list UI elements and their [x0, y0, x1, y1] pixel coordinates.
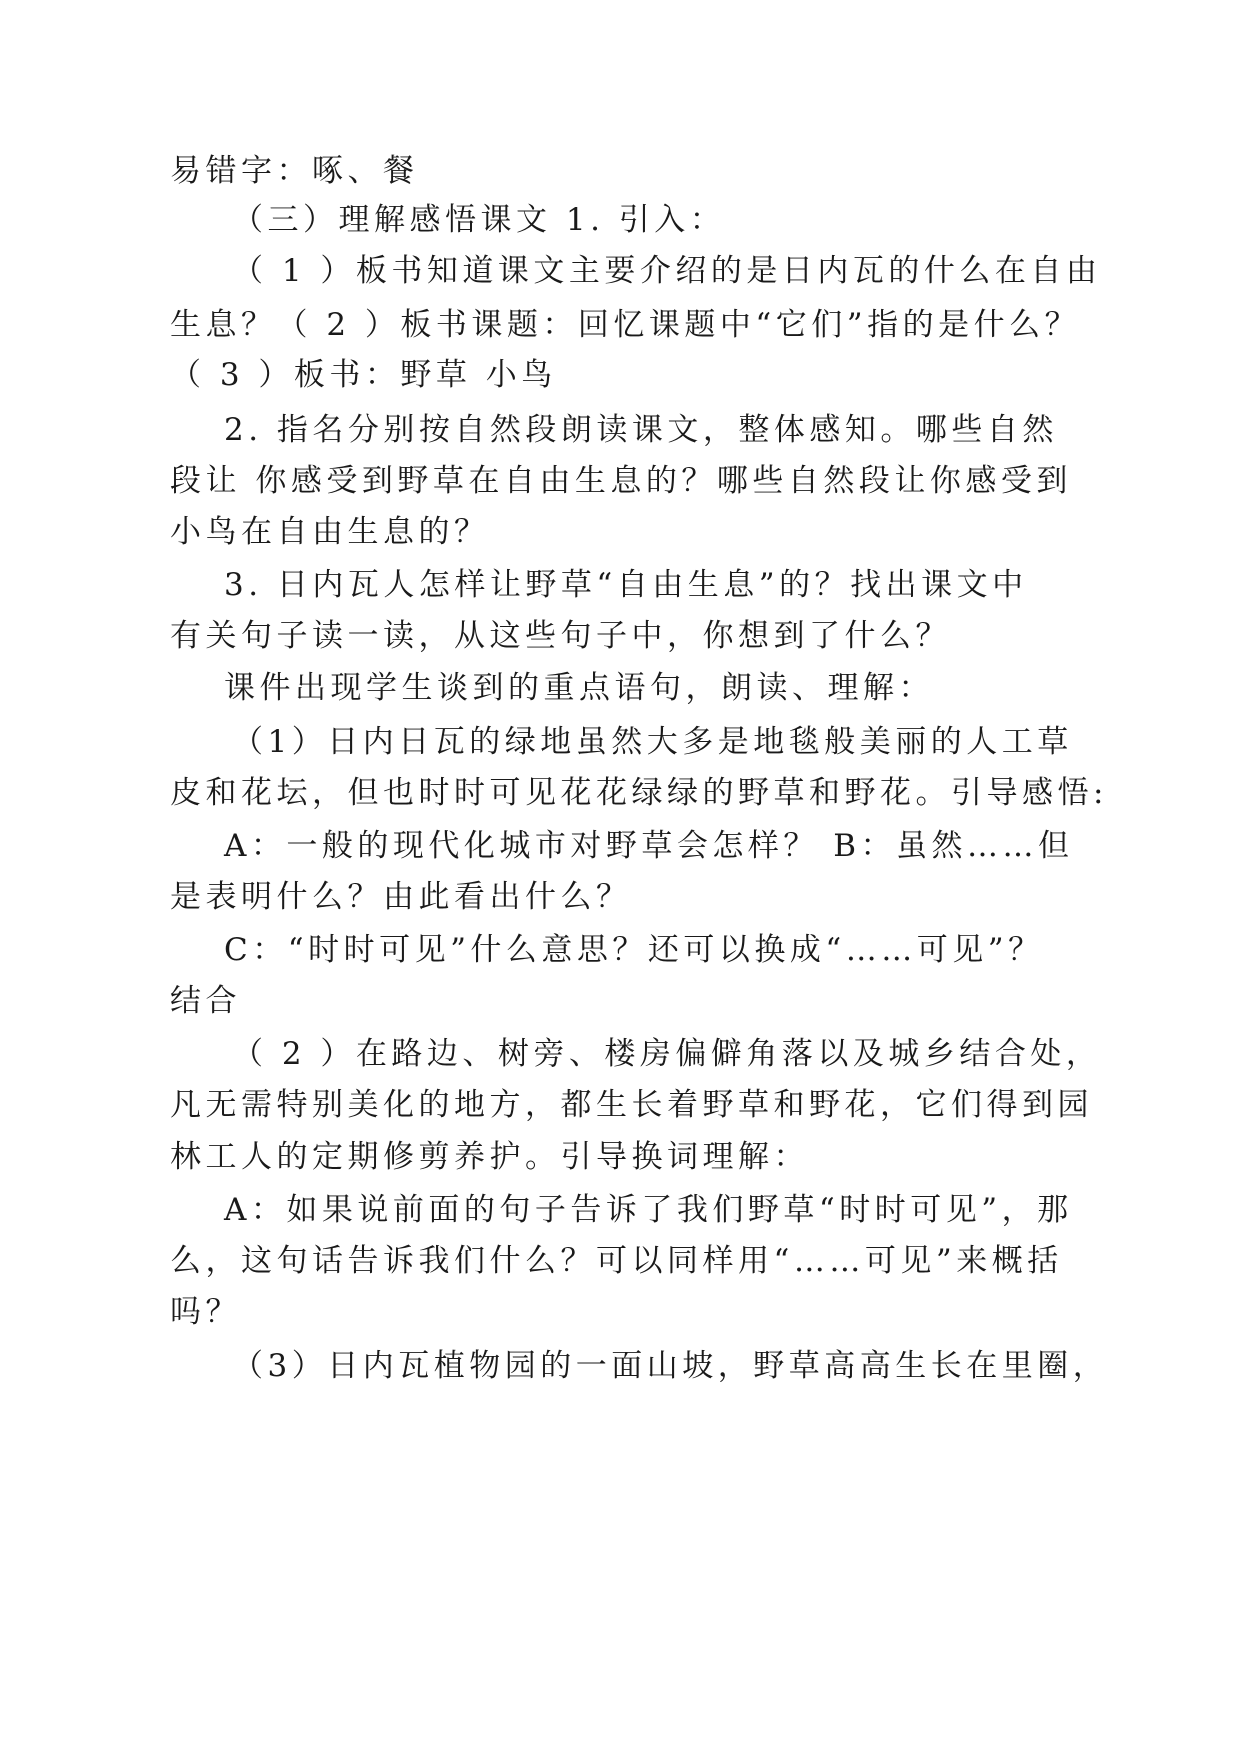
text-line: （ 2 ）在路边、树旁、楼房偏僻角落以及城乡结合处， — [232, 1036, 1102, 1072]
text-line: 课件出现学生谈到的重点语句，朗读、理解： — [224, 670, 934, 706]
text-line: C：“时时可见”什么意思？还可以换成“……可见”？ — [224, 932, 1044, 968]
text-line: （三）理解感悟课文 1. 引入： — [232, 202, 726, 238]
text-line: （3）日内瓦植物园的一面山坡，野草高高生长在里圈， — [232, 1348, 1109, 1384]
text-line: 2. 指名分别按自然段朗读课文，整体感知。哪些自然 — [224, 412, 1058, 448]
text-line: 小鸟在自由生息的？ — [170, 514, 490, 550]
text-line: 么，这句话告诉我们什么？可以同样用“……可见”来概括 — [170, 1243, 1063, 1279]
text-line: （ 3 ）板书：野草 小鸟 — [170, 357, 557, 393]
text-line: 结合 — [170, 983, 241, 1019]
text-line: 吗？ — [170, 1294, 241, 1330]
text-line: 凡无需特别美化的地方，都生长着野草和野花，它们得到园 — [170, 1087, 1093, 1123]
text-line: 段让 你感受到野草在自由生息的？哪些自然段让你感受到 — [170, 463, 1072, 499]
text-line: 易错字：啄、餐 — [170, 153, 419, 189]
text-line: A：一般的现代化城市对野草会怎样？ B：虽然……但 — [224, 828, 1074, 864]
text-line: （1）日内日瓦的绿地虽然大多是地毯般美丽的人工草 — [232, 724, 1073, 760]
text-line: 皮和花坛，但也时时可见花花绿绿的野草和野花。引导感悟: — [170, 775, 1108, 811]
text-line: 有关句子读一读，从这些句子中，你想到了什么？ — [170, 618, 951, 654]
text-line: 生息？（ 2 ）板书课题：回忆课题中“它们”指的是什么？ — [170, 307, 1081, 343]
text-line: 3. 日内瓦人怎样让野草“自由生息”的？找出课文中 — [224, 567, 1028, 603]
text-line: （ 1 ）板书知道课文主要介绍的是日内瓦的什么在自由 — [232, 253, 1102, 289]
text-line: 林工人的定期修剪养护。引导换词理解： — [170, 1139, 809, 1175]
text-line: A：如果说前面的句子告诉了我们野草“时时可见”，那 — [224, 1192, 1073, 1228]
text-line: 是表明什么？由此看出什么？ — [170, 879, 632, 915]
